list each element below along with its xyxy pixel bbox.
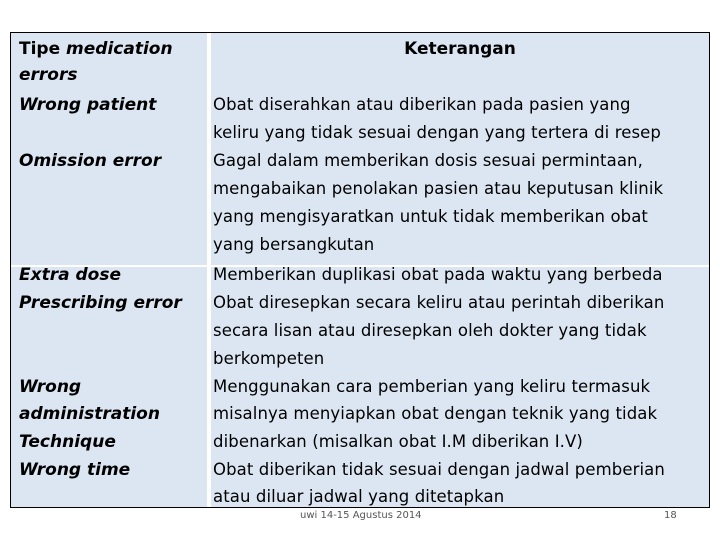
row-desc-wrong-time-2: atau diluar jadwal yang ditetapkan [213, 487, 505, 506]
row-desc-prescribing-3: berkompeten [213, 349, 325, 368]
row-desc-prescribing-1: Obat diresepkan secara keliru atau perintah diberikan [213, 293, 665, 312]
row-type-wrong-patient: Wrong patient [19, 95, 157, 115]
row-desc-omission-4: yang bersangkutan [213, 235, 375, 254]
row-desc-omission-2: mengabaikan penolakan pasien atau keputusan klinik [213, 179, 664, 198]
medication-errors-table [10, 32, 710, 508]
row-type-extra-dose: Extra dose [19, 265, 121, 285]
column-divider [209, 33, 210, 507]
row-desc-wrong-patient-1: Obat diserahkan atau diberikan pada pasien yang [213, 95, 631, 114]
row-desc-administration-2: misalnya menyiapkan obat dengan teknik yang tidak [213, 404, 658, 423]
header-description-label: Keterangan [404, 39, 516, 59]
header-type-label-cont: errors [19, 65, 78, 85]
row-desc-administration-1: Menggunakan cara pemberian yang keliru termasuk [213, 377, 651, 396]
row-desc-wrong-patient-2: keliru yang tidak sesuai dengan yang tertera di resep [213, 123, 661, 142]
row-desc-extra-dose: Memberikan duplikasi obat pada waktu yang berbeda [213, 265, 663, 284]
row-desc-administration-3: dibenarkan (misalkan obat I.M diberikan I.V) [213, 432, 583, 451]
row-desc-wrong-time-1: Obat diberikan tidak sesuai dengan jadwal pemberian [213, 460, 665, 479]
row-type-wrong-time: Wrong time [19, 460, 131, 480]
row-desc-omission-1: Gagal dalam memberikan dosis sesuai permintaan, [213, 151, 643, 170]
row-type-wrong-administration-3: Technique [19, 432, 116, 452]
row-type-prescribing-error: Prescribing error [19, 293, 182, 313]
row-type-omission-error: Omission error [19, 151, 162, 171]
header-type-label: Tipe medication [19, 39, 173, 59]
row-type-wrong-administration-1: Wrong [19, 377, 82, 397]
footer-date: uwi 14-15 Agustus 2014 [300, 510, 422, 521]
row-desc-omission-3: yang mengisyaratkan untuk tidak memberikan obat [213, 207, 649, 226]
column-divider [207, 33, 208, 507]
page-number: 18 [664, 510, 677, 521]
row-type-wrong-administration-2: administration [19, 404, 160, 424]
row-desc-prescribing-2: secara lisan atau diresepkan oleh dokter yang tidak [213, 321, 647, 340]
